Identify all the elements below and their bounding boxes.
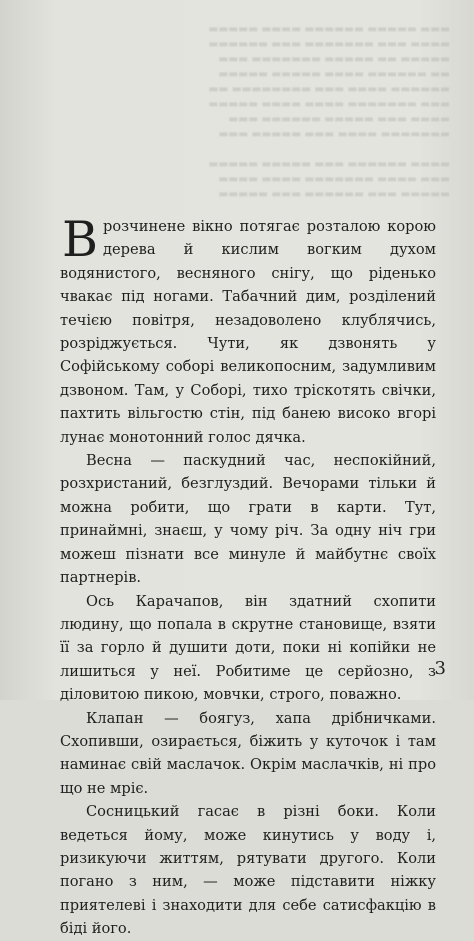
paragraph-5: Сосницький гасає в різні боки. Коли ведеться йому, може кинутись у воду і, ризикуючи життям, рятувати другого. Коли погано з ним, — може підставити ніжку приятелеві і знаходити для себе сатисфакцію в біді його.: [60, 803, 436, 938]
page-number: 3: [434, 658, 446, 679]
paragraph-3: Ось Карачапов, він здатний схопити людину, що попала в скрутне становище, взяти її за горло й душити доти, поки ні копійки не лишиться у неї. Робитиме це серйозно, з діловитою пикою, мовчки, строго, поважно.: [60, 592, 436, 704]
drop-cap: В: [62, 211, 99, 268]
paragraph-4: Клапан — боягуз, хапа дрібничками. Схопивши, озирається, біжить у куточок і там наминає свій маслачок. Окрім маслачків, ні про що не мріє.: [60, 709, 436, 797]
paragraph-2: Весна — паскудний час, неспокійний, розхристаний, безглуздий. Вечорами тільки й можна робити, що грати в карти. Тут, принаймні, знаєш, у чому річ. За одну ніч гри можеш пізнати все минуле й майбутнє своїх партнерів.: [60, 452, 436, 587]
body-text: [60, 211, 436, 941]
show-through-texture: ▬▬▬ ▬▬▬▬▬ ▬▬▬▬▬▬ ▬▬▬▬ ▬▬▬▬▬ ▬▬▬▬ ▬▬▬ ▬▬▬▬▬▬▬ ▬▬▬ ▬▬▬▬▬▬ ▬▬▬▬▬ ▬▬ ▬▬▬▬▬ ▬▬▬▬▬▬▬ ▬▬▬ ▬▬ ▬▬▬▬▬▬ ▬▬▬▬ ▬▬▬▬▬ ▬▬▬▬▬ ▬▬▬▬▬▬ ▬▬▬▬ ▬▬▬ ▬▬▬▬▬▬▬▬ ▬▬ ▬▬▬ ▬▬▬▬▬▬▬ ▬▬▬▬ ▬▬▬▬ ▬▬▬▬▬ ▬▬▬▬ ▬▬▬ ▬▬▬▬▬ ▬▬▬▬▬▬ ▬▬▬ ▬▬▬▬▬▬▬ ▬▬▬▬ ▬▬▬ ▬▬▬▬▬ ▬▬▬ ▬▬▬▬ ▬▬▬▬▬▬ ▬▬▬ ▬▬▬▬▬ ▬▬▬▬▬ ▬▬▬ ▬▬▬▬ ▬▬▬▬▬▬▬ ▬▬▬▬ ▬▬▬▬ ▬▬▬▬▬ ▬▬▬ ▬▬▬▬▬▬ ▬▬▬ ▬▬▬▬▬: [208, 23, 450, 200]
paragraph-1-text: розчинене вікно потягає розталою корою дерева й кислим вогким духом водянистого, весняного снігу, що ріденько чвакає під ногами. Табачний дим, розділений течією повітря, незадоволено клублячись, розріджується. Чути, як дзвонять у Софійському соборі великопосним, задумливим дзвоном. Там, у Соборі, тихо тріскотять свічки, пахтить вільгостю стін, під банею високо вгорі лунає монотонний голос дячка.: [60, 218, 436, 446]
paragraph-1: [60, 211, 436, 449]
